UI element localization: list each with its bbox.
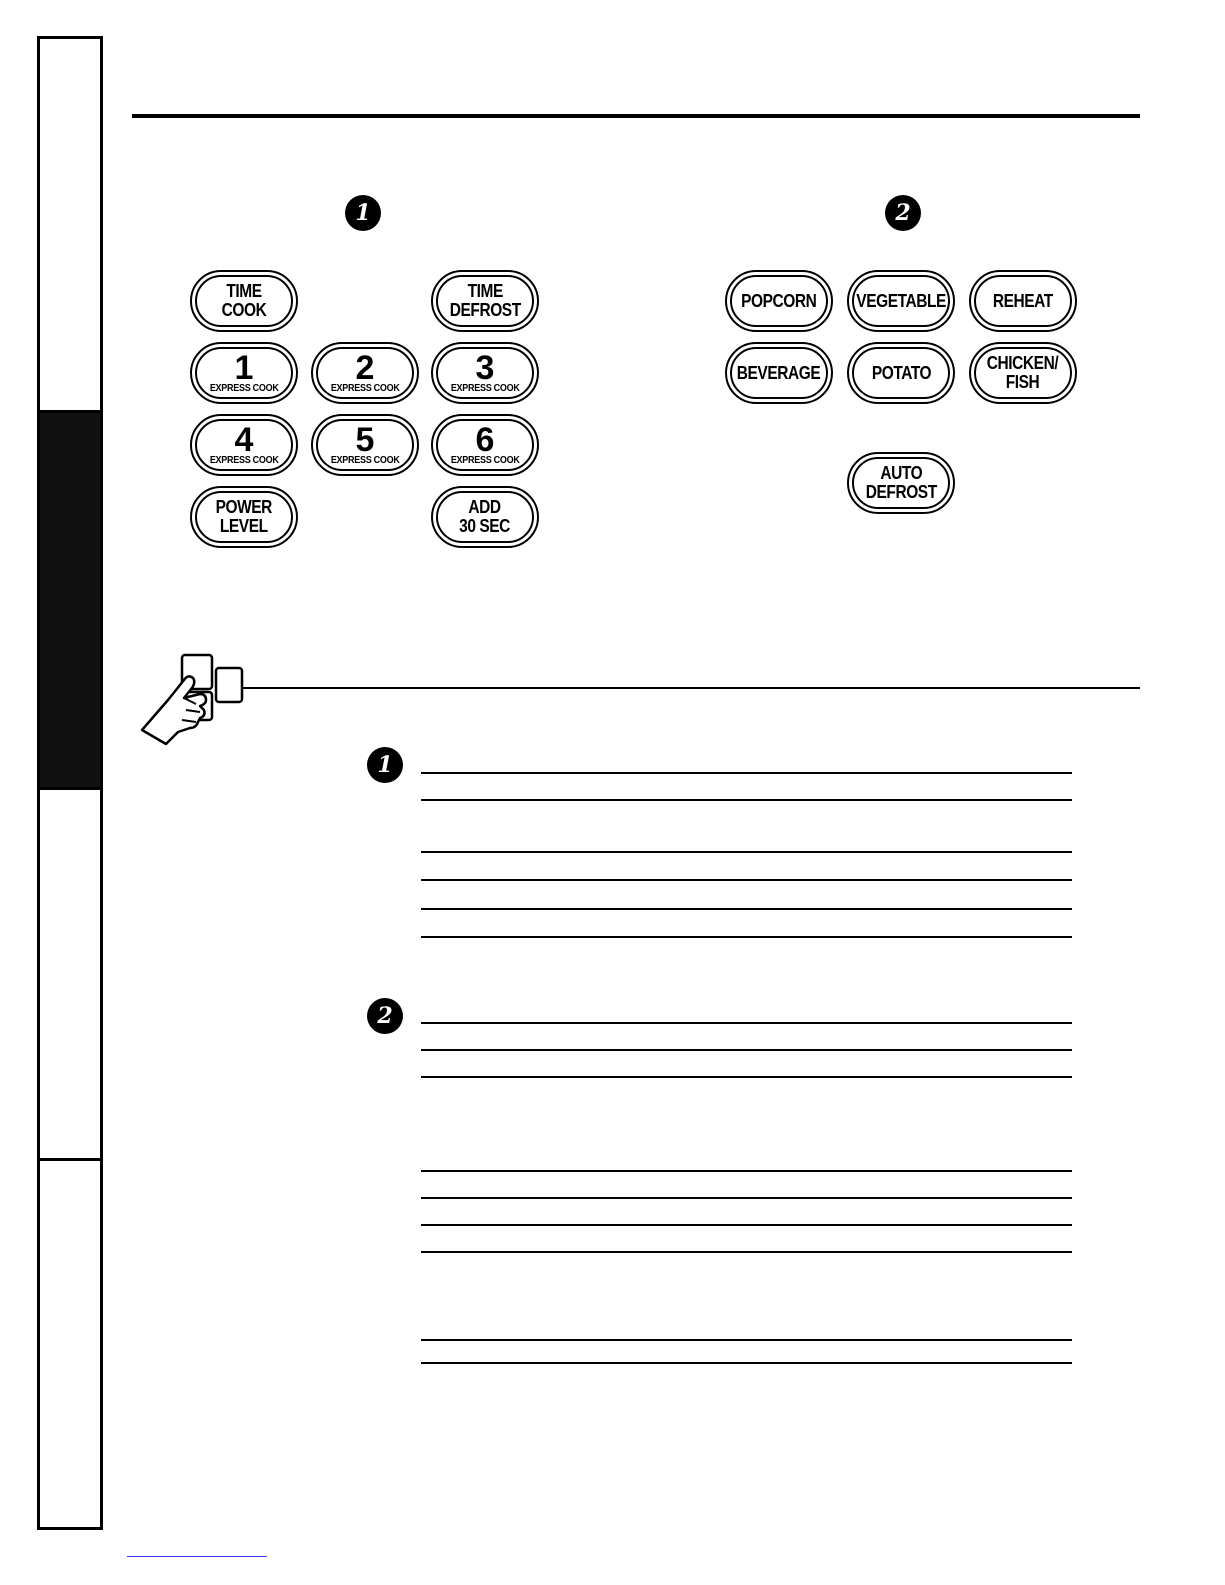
- key-sublabel: EXPRESS COOK: [209, 383, 279, 394]
- express-cook-6-button[interactable]: [431, 414, 539, 476]
- key-digit: 2: [355, 349, 375, 387]
- rule-line: [421, 879, 1072, 881]
- popcorn-label: POPCORN: [741, 290, 817, 311]
- side-tab-2-active: [40, 413, 100, 787]
- power-level-label: POWER LEVEL: [215, 497, 273, 536]
- key-sublabel: EXPRESS COOK: [330, 383, 400, 394]
- step-1-badge: 1: [345, 195, 381, 231]
- power-level-button[interactable]: [190, 486, 298, 548]
- rule-line: [421, 1170, 1072, 1172]
- rule-line: [421, 851, 1072, 853]
- finger-pressing-keypad-icon: [138, 652, 248, 747]
- section-step-2-badge: 2: [367, 998, 403, 1034]
- key-sublabel: EXPRESS COOK: [450, 383, 520, 394]
- add-30-sec-label: ADD 30 SEC: [459, 497, 511, 536]
- express-cook-2-button[interactable]: [311, 342, 419, 404]
- reheat-button[interactable]: [969, 270, 1077, 332]
- time-cook-button[interactable]: [190, 270, 298, 332]
- rule-line: [421, 1022, 1072, 1024]
- rule-line: [421, 799, 1072, 801]
- key-digit: 6: [475, 421, 495, 459]
- rule-line: [421, 1362, 1072, 1364]
- express-cook-4-button[interactable]: [190, 414, 298, 476]
- key-digit: 4: [234, 421, 254, 459]
- add-30-sec-button[interactable]: [431, 486, 539, 548]
- chicken-fish-label: CHICKEN/ FISH: [987, 353, 1059, 392]
- auto-defrost-button[interactable]: [847, 452, 955, 514]
- side-tab-3: [40, 787, 100, 1161]
- side-tab-4: [40, 1161, 100, 1530]
- time-cook-label: TIME COOK: [221, 281, 267, 320]
- rule-line: [421, 1049, 1072, 1051]
- key-sublabel: EXPRESS COOK: [330, 455, 400, 466]
- rule-line: [421, 908, 1072, 910]
- section-step-1-badge: 1: [367, 747, 403, 783]
- key-sublabel: EXPRESS COOK: [209, 455, 279, 466]
- rule-line: [421, 772, 1072, 774]
- header-rule: [132, 114, 1140, 118]
- time-defrost-button[interactable]: [431, 270, 539, 332]
- express-cook-3-button[interactable]: [431, 342, 539, 404]
- rule-line: [421, 1197, 1072, 1199]
- chicken-fish-button[interactable]: [969, 342, 1077, 404]
- time-defrost-label: TIME DEFROST: [449, 281, 521, 320]
- step-2-badge: 2: [885, 195, 921, 231]
- rule-line: [421, 1339, 1072, 1341]
- key-digit: 1: [234, 349, 254, 387]
- footer-link-underline: [127, 1556, 267, 1557]
- potato-button[interactable]: [847, 342, 955, 404]
- beverage-button[interactable]: [725, 342, 833, 404]
- express-cook-1-button[interactable]: [190, 342, 298, 404]
- rule-line: [421, 1251, 1072, 1253]
- vegetable-button[interactable]: [847, 270, 955, 332]
- express-cook-5-button[interactable]: [311, 414, 419, 476]
- key-sublabel: EXPRESS COOK: [450, 455, 520, 466]
- beverage-label: BEVERAGE: [737, 362, 821, 383]
- rule-line: [421, 1224, 1072, 1226]
- tip-rule: [242, 687, 1140, 689]
- side-tab-column: [37, 36, 103, 1530]
- side-tab-1: [40, 39, 100, 413]
- popcorn-button[interactable]: [725, 270, 833, 332]
- reheat-label: REHEAT: [993, 290, 1053, 311]
- vegetable-label: VEGETABLE: [856, 290, 946, 311]
- potato-label: POTATO: [871, 362, 931, 383]
- auto-defrost-label: AUTO DEFROST: [865, 463, 937, 502]
- key-digit: 3: [475, 349, 495, 387]
- key-digit: 5: [355, 421, 375, 459]
- rule-line: [421, 936, 1072, 938]
- rule-line: [421, 1076, 1072, 1078]
